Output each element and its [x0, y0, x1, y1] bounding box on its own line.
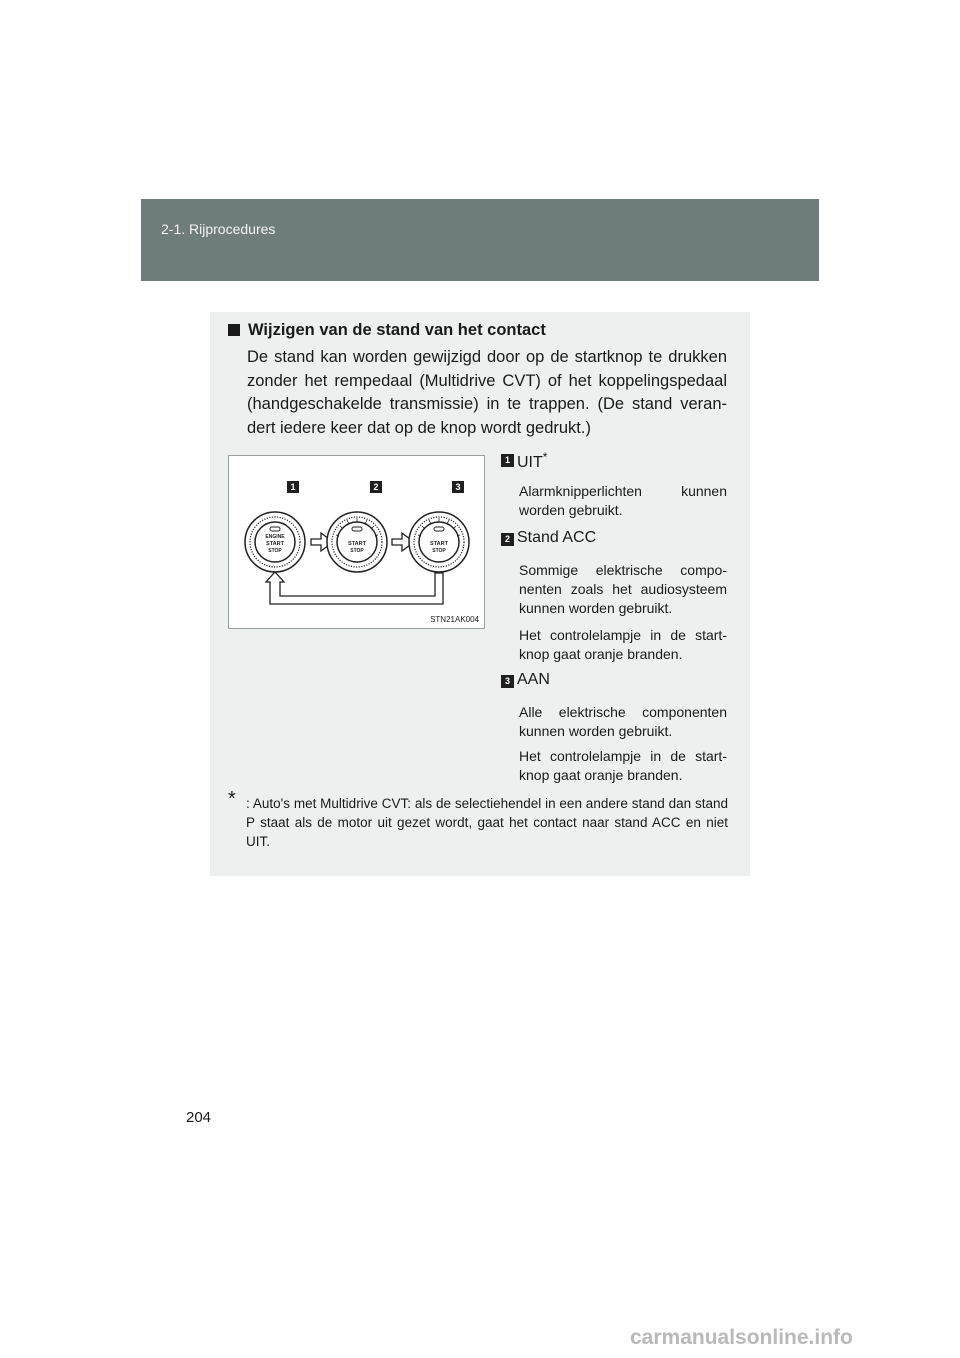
figure-marker-1-label: 1	[290, 482, 296, 492]
button-2-label-stop: STOP	[350, 548, 364, 554]
start-button-diagram	[229, 456, 484, 628]
item-title-text: UIT	[517, 454, 543, 471]
button-1-label-stop: STOP	[268, 548, 282, 554]
watermark: carmanualsonline.info	[630, 1326, 853, 1349]
page-number: 204	[186, 1109, 212, 1126]
button-2-label-start: START	[348, 541, 366, 547]
figure-marker-3-label: 3	[455, 482, 461, 492]
return-arrow-icon	[266, 572, 443, 604]
item-title: AAN	[517, 671, 550, 688]
start-button-acc	[327, 512, 387, 572]
figure-code: STN21AK004	[430, 615, 479, 624]
chapter-header	[141, 199, 819, 281]
item-description: Het controlelampje in de start-knop gaat oranje branden.	[519, 627, 727, 662]
figure-marker-2-label: 2	[373, 482, 379, 492]
start-button-figure	[228, 455, 485, 629]
item-description: Alarmknipperlichten kunnen worden gebruikt.	[519, 483, 727, 518]
button-3-label-stop: STOP	[432, 548, 446, 554]
asterisk-marker: *	[542, 450, 548, 464]
item-title	[517, 450, 547, 472]
chapter-title: 2-1. Rijprocedures	[161, 221, 276, 237]
item-description: Het controlelampje in de start-knop gaat oranje branden.	[519, 748, 727, 783]
item-number-badge: 2	[501, 533, 514, 546]
item-number-badge: 3	[501, 675, 514, 688]
button-1-label-start: START	[266, 541, 284, 547]
start-button-on	[409, 512, 469, 572]
footnote-asterisk: *	[228, 788, 236, 810]
section-heading	[228, 321, 546, 340]
square-bullet-icon	[228, 324, 240, 336]
intro-paragraph: De stand kan worden gewijzigd door op de startknop te drukken zonder het rempedaal (Multidrive CVT) of het koppelingspedaal (handgeschakelde transmissie) in te trappen. (De stand veran-dert iedere keer dat op de knop wordt gedrukt.)	[247, 348, 727, 437]
item-title: Stand ACC	[517, 529, 597, 546]
button-3-label-start: START	[430, 541, 448, 547]
item-description: Alle elektrische componenten kunnen worden gebruikt.	[519, 704, 727, 739]
info-panel	[210, 312, 750, 876]
item-number-badge: 1	[501, 454, 514, 467]
button-1-label-engine: ENGINE	[265, 534, 285, 540]
section-title-text: Wijzigen van de stand van het contact	[248, 321, 546, 339]
start-button-off	[245, 512, 305, 572]
footnote-text: : Auto's met Multidrive CVT: als de selectiehendel in een andere stand dan stand P staat als de motor uit gezet wordt, gaat het contact naar stand ACC en niet UIT.	[246, 796, 728, 849]
item-description: Sommige elektrische compo-nenten zoals het audiosysteem kunnen worden gebruikt.	[519, 562, 727, 616]
